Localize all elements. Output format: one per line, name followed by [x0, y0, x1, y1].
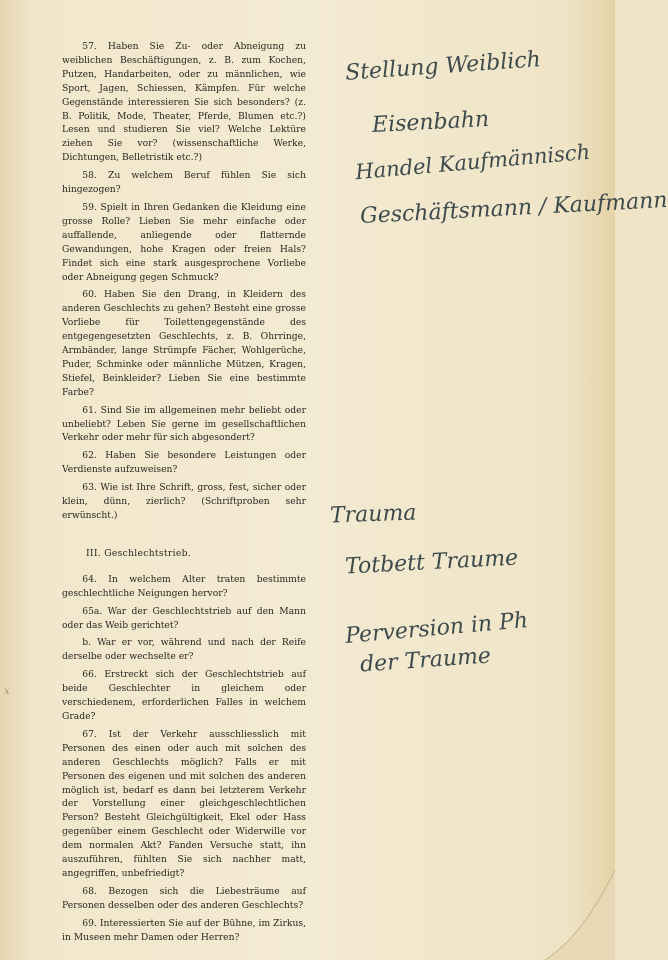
section-heading: III. Geschlechtstrieb. — [86, 547, 191, 559]
handwritten-note-7: Perversion in Ph — [344, 608, 529, 649]
question-58: 58. Zu welchem Beruf fühlen Sie sich hingezogen? — [62, 170, 306, 196]
handwritten-note-5: Trauma — [329, 500, 417, 529]
handwritten-note-3: Handel Kaufmännisch — [354, 139, 591, 185]
page-curl-corner — [535, 870, 615, 960]
margin-mark: x — [4, 686, 10, 697]
handwritten-note-4: Geschäftsmann / Kaufmann — [359, 187, 668, 230]
question-65b: b. War er vor, während und nach der Reife derselbe oder wechselte er? — [62, 637, 306, 663]
handwritten-note-2: Eisenbahn — [371, 106, 490, 139]
question-66: 66. Erstreckt sich der Geschlechtstrieb auf beide Geschlechter in gleichem oder verschiedenem, erforderlichen Falles in welchem Grade? — [62, 669, 306, 722]
question-57: 57. Haben Sie Zu- oder Abneigung zu weiblichen Beschäftigungen, z. B. zum Kochen, Putzen, Handarbeiten, oder zu männlichen, wie Sport, Jagen, Schiessen, Kämpfen. Für welche Gegenstände interessieren Sie sich besonders? (z. B. Politik, Mode, Theater, Pferde, Blumen etc.?) Lesen und studieren Sie viel? Welche Lektüre ziehen Sie vor? (wissenschaftliche Werke, Dichtungen, Belletristik etc.?) — [62, 41, 306, 164]
handwritten-note-8: der Traume — [359, 643, 492, 678]
questions-column — [62, 40, 306, 948]
question-67: 67. Ist der Verkehr ausschliesslich mit Personen des einen oder auch mit solchen des anderen Geschlechts möglich? Falls er mit Personen des eigenen und mit solchen des anderen möglich ist, bedarf es dann bei letzterem Verkehr der Vorstellung einer gleichgeschlechtlichen Person? Besteht Gleichgültigkeit, Ekel oder Hass gegenüber einem Geschlecht oder Widerwille vor dem normalen Akt? Fanden Versuche statt, ihn auszuführen, fühlten Sie sich nachher matt, angegriffen, unbefriedigt? — [62, 728, 306, 879]
question-65a: 65a. War der Geschlechtstrieb auf den Mann oder das Weib gerichtet? — [62, 605, 306, 631]
question-62: 62. Haben Sie besondere Leistungen oder Verdienste aufzuweisen? — [62, 450, 306, 476]
question-69: 69. Interessierten Sie auf der Bühne, im Zirkus, in Museen mehr Damen oder Herren? — [62, 917, 306, 943]
question-63: 63. Wie ist Ihre Schrift, gross, fest, sicher oder klein, dünn, zierlich? (Schriftproben sehr erwünscht.) — [62, 482, 306, 521]
question-68: 68. Bezogen sich die Liebesträume auf Personen desselben oder des anderen Geschlechts? — [62, 885, 306, 911]
handwritten-note-1: Stellung Weiblich — [344, 47, 542, 86]
question-61: 61. Sind Sie im allgemeinen mehr beliebt oder unbeliebt? Leben Sie gerne im gesellschaftlichen Verkehr oder mehr für sich abgesondert? — [62, 404, 306, 444]
question-60: 60. Haben Sie den Drang, in Kleidern des anderen Geschlechts zu gehen? Besteht eine grosse Vorliebe für Toilettengegenstände des entgegengesetzten Geschlechts, z. B. Ohrringe, Armbänder, lange Strümpfe Fächer, Wohlgerüche, Puder, Schminke oder männliche Mützen, Kragen, Stiefel, Beinkleider? Lieben Sie eine bestimmte Farbe? — [62, 289, 306, 398]
handwritten-note-6: Totbett Traume — [344, 545, 519, 580]
question-59: 59. Spielt in Ihren Gedanken die Kleidung eine grosse Rolle? Lieben Sie mehr einfache oder auffallende, anliegende oder flatternde Gewandungen, hohe Kragen oder freien Hals? Findet sich eine stark ausgesprochene Vorliebe oder Abneigung gegen Schmuck? — [62, 201, 306, 283]
question-64: 64. In welchem Alter traten bestimmte geschlechtliche Neigungen hervor? — [62, 573, 306, 599]
